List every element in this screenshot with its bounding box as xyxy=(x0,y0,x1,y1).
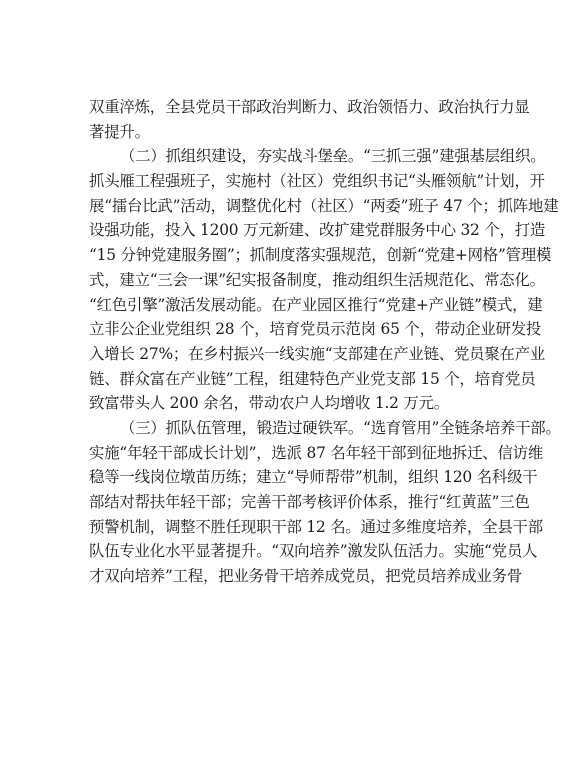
text-line: 致富带头人 200 余名，带动农户人均增收 1.2 万元。 xyxy=(89,394,450,413)
text-line: 著提升。 xyxy=(89,122,150,141)
text-line: 展“擂台比武”活动，调整优化村（社区）“两委”班子 47 个；抓阵地建 xyxy=(89,196,559,215)
text-line: “15 分钟党建服务圈”；抓制度落实强规范，创新“党建+网格”管理模 xyxy=(89,246,552,265)
text-line: “红色引擎”激活发展动能。在产业园区推行“党建+产业链”模式，建 xyxy=(89,295,543,314)
text-line: 才双向培养”工程，把业务骨干培养成党员，把党员培养成业务骨 xyxy=(89,567,523,586)
text-line: 预警机制，调整不胜任现职干部 12 名。通过多维度培养，全县干部 xyxy=(89,517,543,536)
text-line: 实施“年轻干部成长计划”，选派 87 名年轻干部到征地拆迁、信访维 xyxy=(89,443,544,462)
text-line: 双重淬炼，全县党员干部政治判断力、政治领悟力、政治执行力显 xyxy=(89,98,530,116)
text-line: 部结对帮扶年轻干部；完善干部考核评价体系，推行“红黄蓝”三色 xyxy=(89,493,530,511)
text-line: 设强功能，投入 1200 万元新建、改扩建党群服务中心 32 个，打造 xyxy=(89,221,546,240)
text-line: 入增长 27%；在乡村振兴一线实施“支部建在产业链、党员聚在产业 xyxy=(89,344,546,363)
text-line: （三）抓队伍管理，锻造过硬铁军。“选育管用”全链条培养干部。 xyxy=(120,418,561,437)
text-line: 链、群众富在产业链”工程，组建特色产业党支部 15 个，培育党员 xyxy=(89,369,536,388)
text-line: 式，建立“三会一课”纪实报备制度，推动组织生活规范化、常态化。 xyxy=(89,270,545,289)
text-line: 抓头雁工程强班子，实施村（社区）党组织书记“头雁领航”计划，开 xyxy=(89,172,545,191)
text-line: 队伍专业化水平显著提升。“双向培养”激发队伍活力。实施“党员人 xyxy=(89,542,538,561)
text-line: （二）抓组织建设，夯实战斗堡垒。“三抓三强”建强基层组织。 xyxy=(120,147,546,166)
text-line: 稳等一线岗位墩苗历练；建立“导师帮带”机制，组织 120 名科级干 xyxy=(89,468,538,487)
text-line: 立非公企业党组织 28 个，培育党员示范岗 65 个，带动企业研发投 xyxy=(89,320,542,339)
document-body xyxy=(89,95,561,589)
